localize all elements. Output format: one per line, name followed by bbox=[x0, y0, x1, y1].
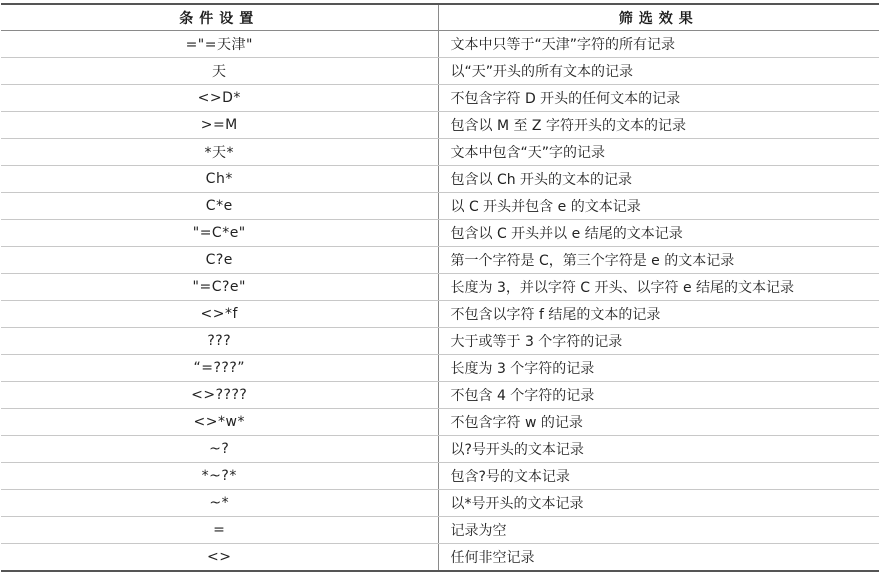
condition-cell: <>???? bbox=[1, 382, 438, 409]
condition-cell: Ch* bbox=[1, 166, 438, 193]
effect-cell: 以*号开头的文本记录 bbox=[438, 490, 879, 517]
effect-cell: 文本中只等于“天津”字符的所有记录 bbox=[438, 31, 879, 58]
effect-cell: 包含以 Ch 开头的文本的记录 bbox=[438, 166, 879, 193]
effect-cell: 长度为 3 个字符的记录 bbox=[438, 355, 879, 382]
filter-criteria-table bbox=[1, 3, 879, 572]
effect-cell: 以?号开头的文本记录 bbox=[438, 436, 879, 463]
table-row bbox=[1, 517, 879, 544]
effect-cell: 不包含 4 个字符的记录 bbox=[438, 382, 879, 409]
condition-cell: ~* bbox=[1, 490, 438, 517]
table-row bbox=[1, 31, 879, 58]
table-row bbox=[1, 328, 879, 355]
condition-cell: "=C?e" bbox=[1, 274, 438, 301]
condition-column-header: 条件设置 bbox=[1, 4, 438, 31]
table-row bbox=[1, 112, 879, 139]
condition-cell: >=M bbox=[1, 112, 438, 139]
condition-cell: <> bbox=[1, 544, 438, 572]
table-row bbox=[1, 301, 879, 328]
effect-cell: 长度为 3，并以字符 C 开头、以字符 e 结尾的文本记录 bbox=[438, 274, 879, 301]
table-row bbox=[1, 85, 879, 112]
table-row bbox=[1, 247, 879, 274]
effect-cell: 以“天”开头的所有文本的记录 bbox=[438, 58, 879, 85]
effect-cell: 任何非空记录 bbox=[450, 550, 535, 566]
table-row bbox=[1, 490, 879, 517]
table-row bbox=[1, 166, 879, 193]
effect-cell: 包含?号的文本记录 bbox=[438, 463, 879, 490]
table-row bbox=[1, 463, 879, 490]
effect-cell: 不包含字符 D 开头的任何文本的记录 bbox=[438, 85, 879, 112]
effect-cell: 包含以 M 至 Z 字符开头的文本的记录 bbox=[438, 112, 879, 139]
condition-cell: C?e bbox=[1, 247, 438, 274]
effect-cell: 包含以 C 开头并以 e 结尾的文本记录 bbox=[438, 220, 879, 247]
condition-cell: <>D* bbox=[1, 85, 438, 112]
condition-cell: C*e bbox=[1, 193, 438, 220]
condition-cell: "=C*e" bbox=[1, 220, 438, 247]
effect-cell: 不包含以字符 f 结尾的文本的记录 bbox=[438, 301, 879, 328]
table-row bbox=[1, 220, 879, 247]
condition-cell: ??? bbox=[1, 328, 438, 355]
effect-cell: 文本中包含“天”字的记录 bbox=[438, 139, 879, 166]
condition-cell: ="=天津" bbox=[1, 31, 438, 58]
header-row bbox=[1, 4, 879, 31]
condition-cell: *~?* bbox=[1, 463, 438, 490]
table-row bbox=[1, 382, 879, 409]
table-row bbox=[1, 544, 879, 572]
effect-cell: 记录为空 bbox=[438, 517, 879, 544]
condition-cell: “=???” bbox=[1, 355, 438, 382]
condition-cell: <>*w* bbox=[1, 409, 438, 436]
condition-cell: ~? bbox=[1, 436, 438, 463]
effect-cell: 以 C 开头并包含 e 的文本记录 bbox=[438, 193, 879, 220]
condition-cell: = bbox=[1, 517, 438, 544]
table-row bbox=[1, 355, 879, 382]
table-row bbox=[1, 409, 879, 436]
effect-cell: 大于或等于 3 个字符的记录 bbox=[438, 328, 879, 355]
effect-cell: 第一个字符是 C，第三个字符是 e 的文本记录 bbox=[438, 247, 879, 274]
effect-column-header: 筛选效果 bbox=[438, 4, 879, 31]
table-row bbox=[1, 139, 879, 166]
table-row bbox=[1, 58, 879, 85]
effect-cell: 不包含字符 w 的记录 bbox=[438, 409, 879, 436]
condition-cell: <>*f bbox=[1, 301, 438, 328]
table-row bbox=[1, 436, 879, 463]
table-row bbox=[1, 193, 879, 220]
table-row bbox=[1, 274, 879, 301]
condition-cell: *天* bbox=[1, 139, 438, 166]
condition-cell: 天 bbox=[1, 58, 438, 85]
